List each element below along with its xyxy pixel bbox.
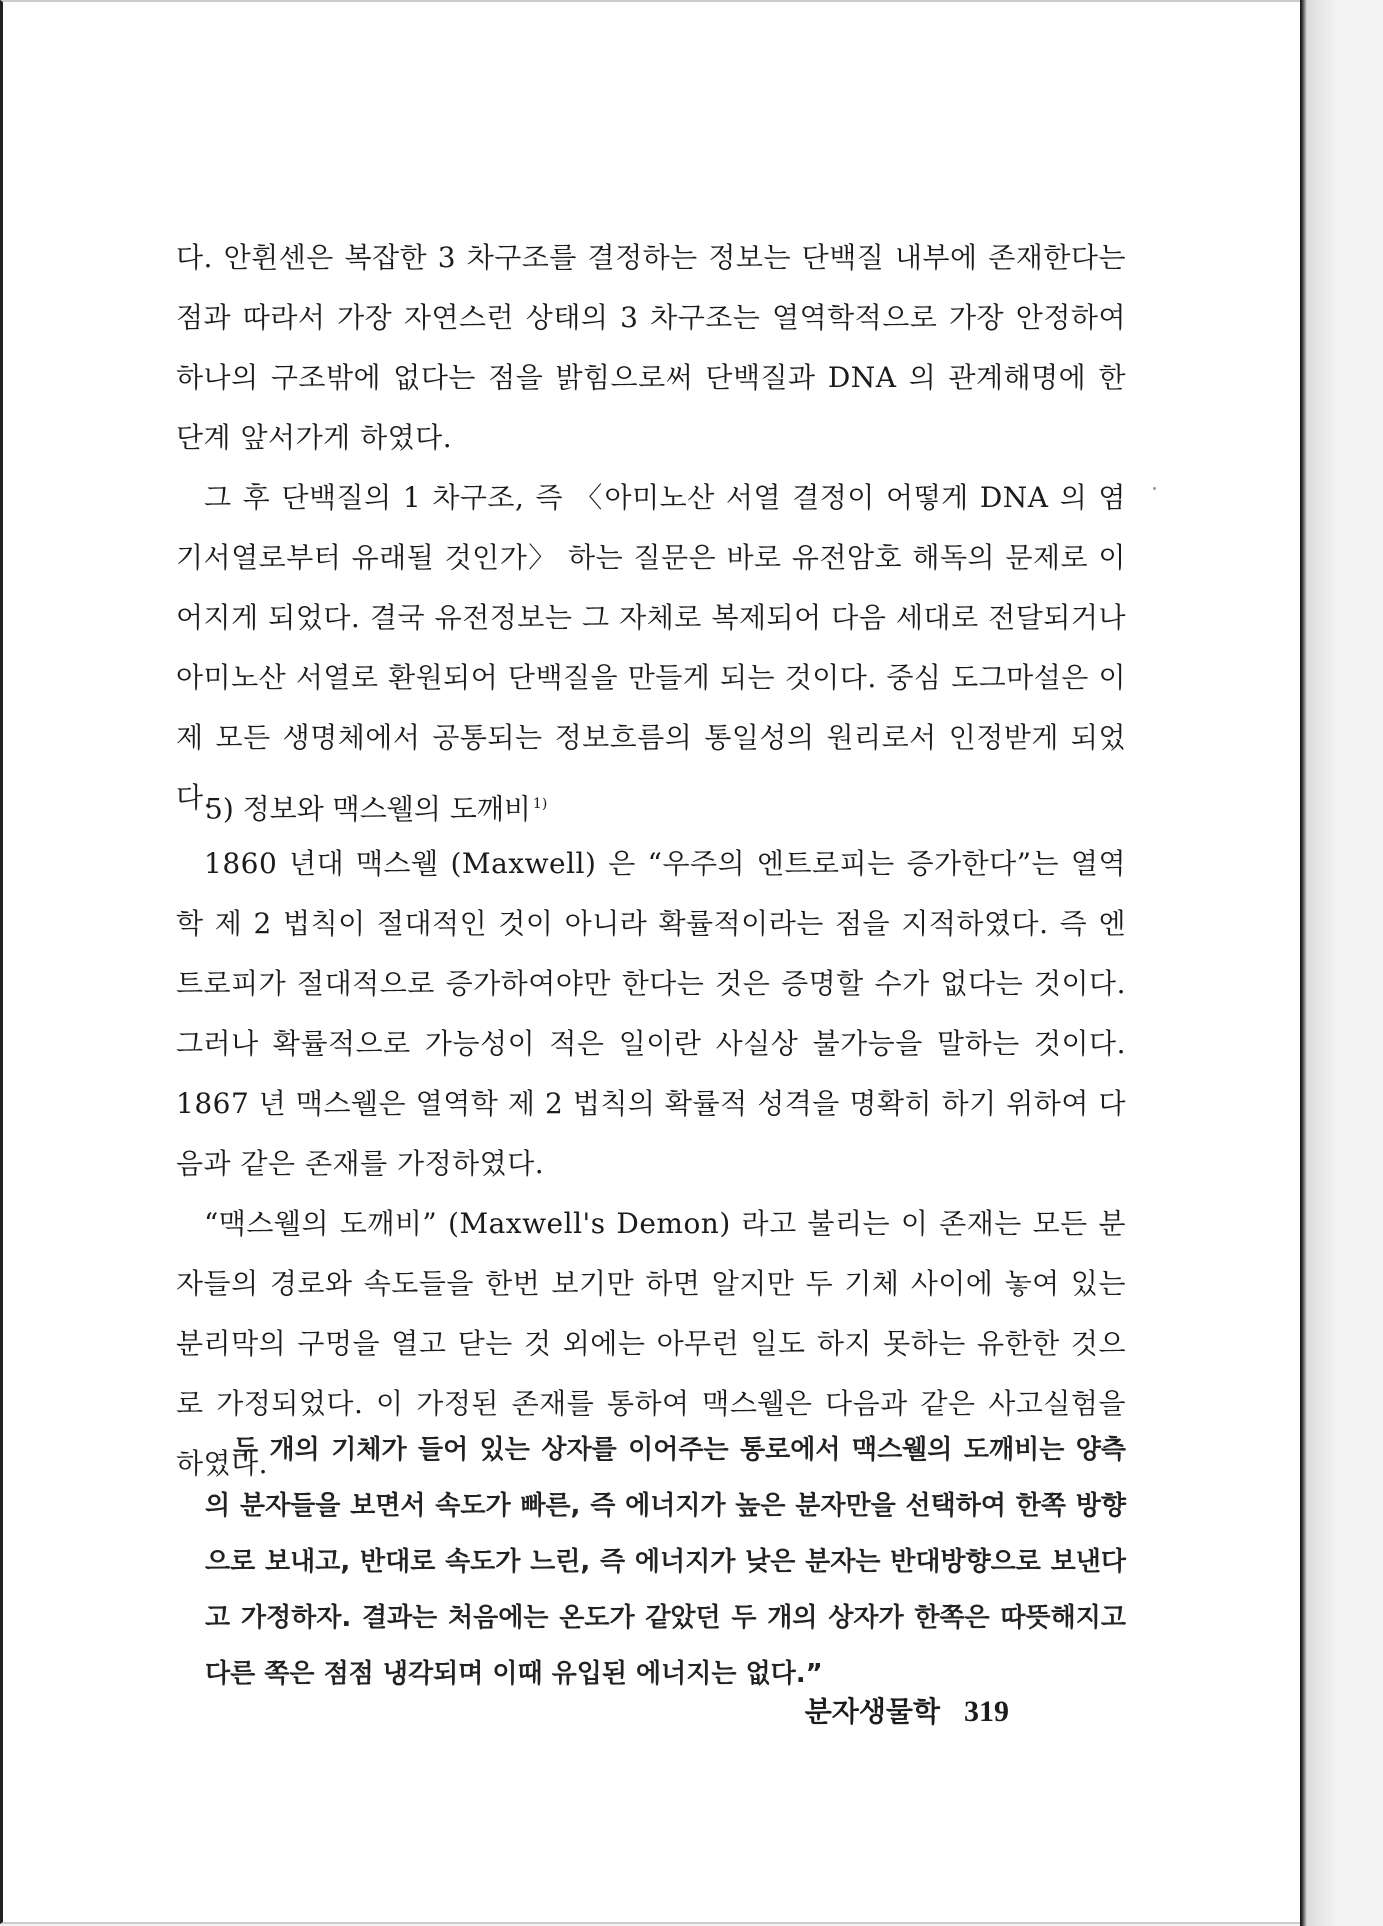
quote-text: 두 개의 기체가 들어 있는 상자를 이어주는 통로에서 맥스웰의 도깨비는 양측의 분자들을 보면서 속도가 빠른, 즉 에너지가 높은 분자만을 선택하여 한쪽 방향으로 보내고, 반대로 속도가 느린, 즉 에너지가 낮은 분자는 반대방향으로 보낸다고 가정하자. 결과는 처음에는 온도가 같았던 두 개의 상자가 한쪽은 따뜻해지고 다른 쪽은 점점 냉각되며 이때 유입된 에너지는 없다.” [205, 1435, 1126, 1689]
body-text-top [176, 228, 1126, 828]
running-title: 분자생물학 [804, 1695, 940, 1728]
block-quote [205, 1422, 1126, 1702]
paragraph-protein-structure: 다. 안휜센은 복잡한 3 차구조를 결정하는 정보는 단백질 내부에 존재한다는 점과 따라서 가장 자연스런 상태의 3 차구조는 열역학적으로 가장 안정하여 하나의 구조밖에 없다는 점을 밝힘으로써 단백질과 DNA 의 관계해명에 한 단계 앞서가게 하였다. [176, 241, 1126, 454]
page-footer [805, 1690, 1009, 1730]
footnote-mark: 1) [532, 796, 548, 812]
page-edge-shadow [1307, 0, 1383, 1926]
body-text-section [176, 834, 1126, 1494]
section-heading [205, 774, 547, 839]
paragraph-maxwell-demon: “맥스웰의 도깨비” (Maxwell's Demon) 라고 불리는 이 존재는 모든 분자들의 경로와 속도들을 한번 보기만 하면 알지만 두 기체 사이에 놓여 있는 분리막의 구멍을 열고 닫는 것 외에는 아무런 일도 하지 못하는 유한한 것으로 가정되었다. 이 가정된 존재를 통하여 맥스웰은 다음과 같은 사고실험을 하였다. [176, 1207, 1126, 1480]
page-number: 319 [964, 1695, 1009, 1728]
section-heading-text: 5) 정보와 맥스웰의 도깨비 [205, 792, 531, 826]
scan-speck [1153, 487, 1156, 490]
page-edge [1300, 0, 1307, 1926]
paragraph-maxwell-entropy: 1860 년대 맥스웰 (Maxwell) 은 “우주의 엔트로피는 증가한다”는 열역학 제 2 법칙이 절대적인 것이 아니라 확률적이라는 점을 지적하였다. 즉 엔트로피가 절대적으로 증가하여야만 한다는 것은 증명할 수가 없다는 것이다. 그러나 확률적으로 가능성이 적은 일이란 사실상 불가능을 말하는 것이다. 1867 년 맥스웰은 열역학 제 2 법칙의 확률적 성격을 명확히 하기 위하여 다음과 같은 존재를 가정하였다. [176, 847, 1126, 1180]
paragraph-central-dogma: 그 후 단백질의 1 차구조, 즉 〈아미노산 서열 결정이 어떻게 DNA 의 염기서열로부터 유래될 것인가〉 하는 질문은 바로 유전암호 해독의 문제로 이어지게 되었다. 결국 유전정보는 그 자체로 복제되어 다음 세대로 전달되거나 아미노산 서열로 환원되어 단백질을 만들게 되는 것이다. 중심 도그마설은 이제 모든 생명체에서 공통되는 정보흐름의 통일성의 원리로서 인정받게 되었다. [176, 481, 1126, 814]
